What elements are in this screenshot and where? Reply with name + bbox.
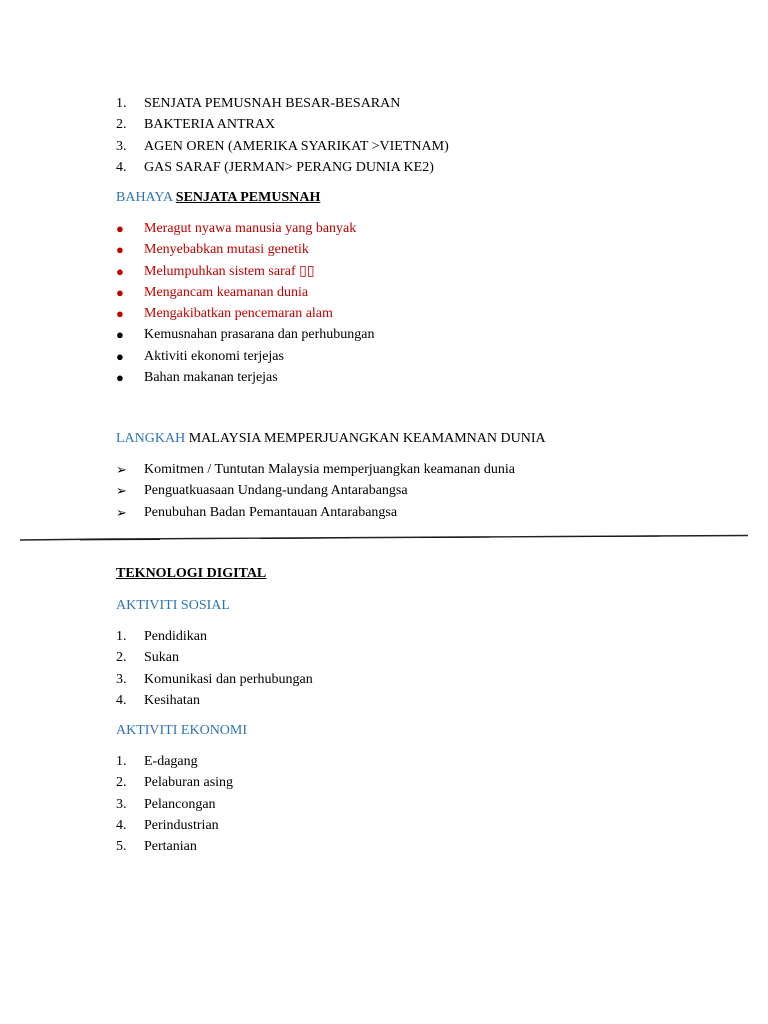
item-text: Melumpuhkan sistem saraf ▯▯ bbox=[144, 263, 315, 279]
item-text: Kemusnahan prasarana dan perhubungan bbox=[144, 327, 375, 343]
item-number: 1. bbox=[116, 754, 127, 769]
item-number: 2. bbox=[116, 775, 127, 791]
bullet-icon: ● bbox=[116, 221, 124, 236]
item-text: Meragut nyawa manusia yang banyak bbox=[144, 221, 357, 236]
item-number: 4. bbox=[116, 817, 127, 833]
item-text: Kesihatan bbox=[144, 692, 200, 708]
heading-prefix: LANGKAH bbox=[116, 431, 186, 446]
heading-prefix: BAHAYA bbox=[116, 190, 173, 205]
bahaya-heading bbox=[116, 187, 320, 209]
item-number: 3. bbox=[116, 671, 127, 687]
item-text: Komunikasi dan perhubungan bbox=[144, 671, 313, 687]
bullet-icon: ● bbox=[116, 327, 124, 343]
arrow-bullet-icon: ➢ bbox=[116, 504, 127, 520]
item-number: 2. bbox=[116, 117, 127, 133]
item-text: Komitmen / Tuntutan Malaysia memperjuangkan keamanan dunia bbox=[144, 462, 515, 477]
item-text: AGEN OREN (AMERIKA SYARIKAT >VIETNAM) bbox=[144, 138, 449, 154]
item-text: Penubuhan Badan Pemantauan Antarabangsa bbox=[144, 504, 398, 520]
bullet-icon: ● bbox=[116, 242, 124, 258]
item-text: GAS SARAF (JERMAN> PERANG DUNIA KE2) bbox=[144, 159, 434, 175]
item-number: 2. bbox=[116, 650, 127, 666]
item-text: Mengancam keamanan dunia bbox=[144, 284, 309, 300]
heading-title: MALAYSIA MEMPERJUANGKAN KEAMAMNAN DUNIA bbox=[188, 431, 546, 446]
bullet-icon: ● bbox=[116, 263, 124, 279]
item-number: 3. bbox=[116, 796, 127, 812]
item-text: Perindustrian bbox=[144, 817, 219, 833]
bullet-icon: ● bbox=[116, 306, 124, 322]
item-text: BAKTERIA ANTRAX bbox=[144, 117, 276, 133]
item-text: E-dagang bbox=[144, 754, 198, 769]
item-text: Aktiviti ekonomi terjejas bbox=[144, 348, 284, 364]
item-text: Pendidikan bbox=[144, 629, 207, 644]
item-text: SENJATA PEMUSNAH BESAR-BESARAN bbox=[144, 96, 401, 111]
item-number: 4. bbox=[116, 159, 127, 175]
bullet-icon: ● bbox=[116, 370, 124, 386]
item-text: Pertanian bbox=[144, 839, 197, 855]
arrow-bullet-icon: ➢ bbox=[116, 462, 127, 477]
bullet-icon: ● bbox=[116, 284, 124, 300]
langkah-heading bbox=[116, 428, 546, 450]
item-text: Pelancongan bbox=[144, 796, 216, 812]
item-text: Bahan makanan terjejas bbox=[144, 370, 278, 386]
item-text: Sukan bbox=[144, 650, 179, 666]
ekonomi-heading: AKTIVITI EKONOMI bbox=[116, 723, 248, 738]
heading-title: SENJATA PEMUSNAH bbox=[175, 190, 321, 205]
item-text: Pelaburan asing bbox=[144, 775, 234, 791]
sosial-heading: AKTIVITI SOSIAL bbox=[116, 598, 230, 613]
section-title: TEKNOLOGI DIGITAL bbox=[116, 566, 267, 581]
item-number: 3. bbox=[116, 138, 127, 154]
item-number: 1. bbox=[116, 96, 127, 111]
item-text: Mengakibatkan pencemaran alam bbox=[144, 306, 333, 322]
arrow-bullet-icon: ➢ bbox=[116, 483, 127, 499]
teknologi-title bbox=[116, 563, 266, 585]
item-number: 4. bbox=[116, 692, 127, 708]
item-text: Menyebabkan mutasi genetik bbox=[144, 242, 309, 258]
item-number: 1. bbox=[116, 629, 127, 644]
item-text: Penguatkuasaan Undang-undang Antarabangsa bbox=[144, 483, 408, 499]
bullet-icon: ● bbox=[116, 348, 124, 364]
separator-line bbox=[20, 531, 748, 545]
item-number: 5. bbox=[116, 839, 127, 855]
